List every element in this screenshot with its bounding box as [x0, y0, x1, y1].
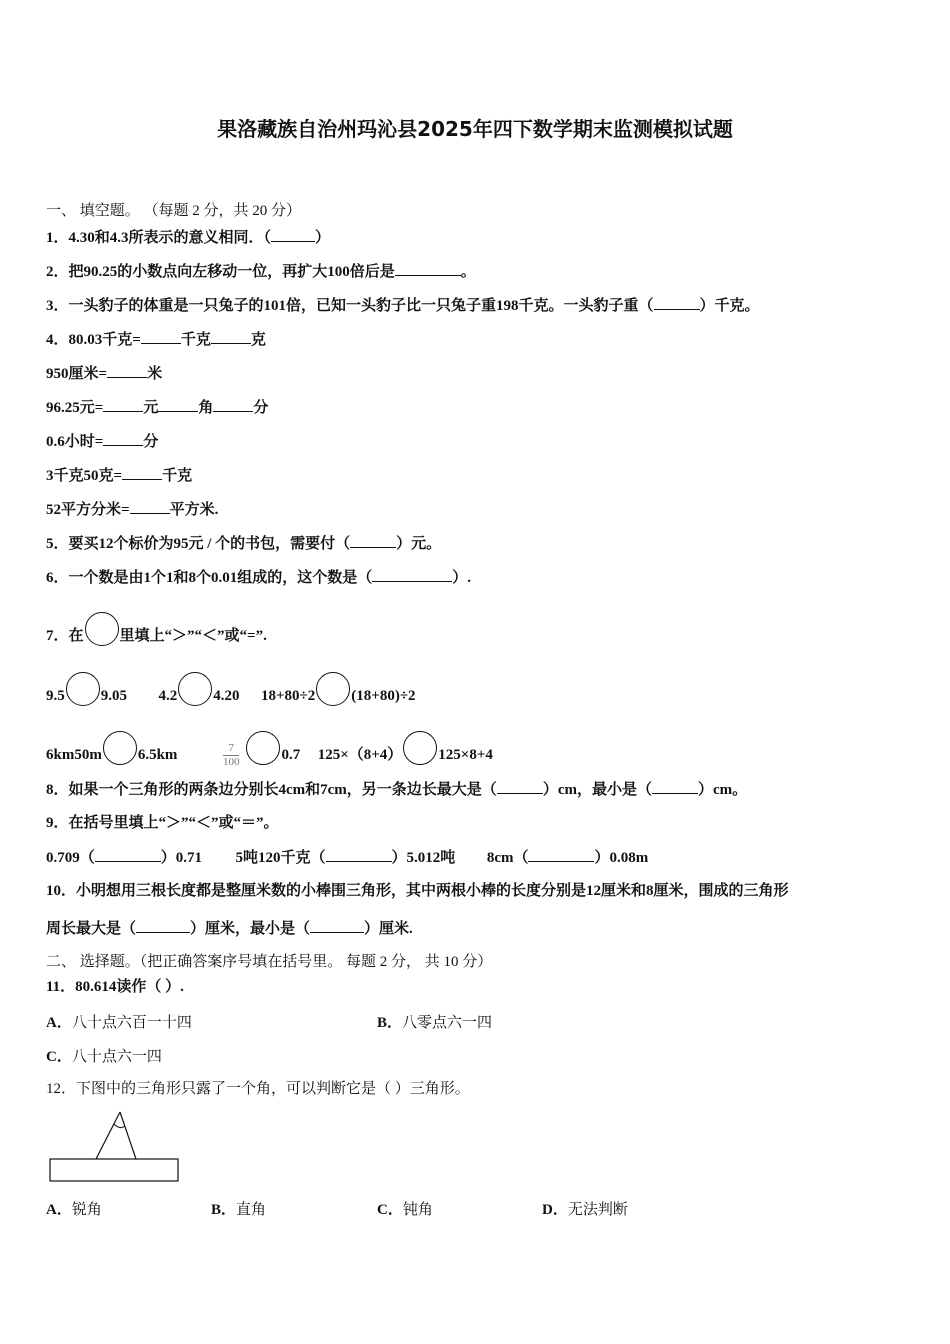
compare-circle[interactable]: [85, 612, 119, 646]
q4-text: 52平方分米=: [46, 502, 130, 518]
question-7-row-1: [46, 672, 416, 706]
answer-blank[interactable]: [211, 329, 251, 344]
q9-item: 0.709（: [46, 850, 95, 866]
question-1: [46, 227, 330, 248]
question-12: 12．下图中的三角形只露了一个角，可以判断它是（ ）三角形。: [46, 1081, 470, 1097]
q11-option-c[interactable]: [46, 1045, 162, 1066]
expr: 9.5: [46, 688, 65, 704]
question-11: 11．80.614读作（ ）.: [46, 979, 184, 995]
option-text: 直角: [236, 1202, 267, 1218]
compare-circle[interactable]: [103, 731, 137, 765]
option-text: 钝角: [402, 1202, 433, 1218]
answer-blank[interactable]: [130, 499, 170, 514]
question-6-text: 6．一个数是由1个1和8个0.01组成的，这个数是（: [46, 570, 373, 586]
answer-blank[interactable]: [350, 533, 396, 548]
question-5: [46, 533, 441, 554]
answer-blank[interactable]: [652, 779, 698, 794]
answer-blank[interactable]: [213, 397, 253, 412]
question-8-text: 8．如果一个三角形的两条边分别长4cm和7cm，另一条边长最大是（: [46, 782, 497, 798]
q4-unit: 角: [198, 400, 214, 416]
question-10-text: ）厘米.: [364, 921, 413, 937]
question-6-end: ）.: [452, 570, 472, 586]
compare-circle[interactable]: [316, 672, 350, 706]
question-2-text: 2．把90.25的小数点向左移动一位，再扩大100倍后是: [46, 264, 395, 280]
question-7-text: 里填上“＞”“＜”或“=”.: [119, 628, 267, 644]
answer-blank[interactable]: [528, 847, 594, 862]
answer-blank[interactable]: [95, 847, 161, 862]
expr: 125×（8+4）: [317, 747, 403, 763]
question-7: [46, 612, 267, 646]
q9-item: 8cm（: [486, 850, 529, 866]
option-text: 锐角: [71, 1202, 102, 1218]
question-6: [46, 567, 471, 588]
question-4-line-2: [46, 363, 162, 384]
expr: 4.2: [158, 688, 178, 704]
question-4-line-6: [46, 499, 218, 520]
triangle-side-left: [96, 1112, 120, 1159]
q4-text: 0.6小时=: [46, 434, 104, 450]
expr: 6km50m: [46, 747, 102, 763]
question-10-text: 周长最大是（: [46, 921, 137, 937]
q4-unit: 千克: [180, 332, 211, 348]
question-5-end: ）元。: [396, 536, 442, 552]
expr: 125×8+4: [438, 747, 493, 763]
option-key: C．: [377, 1202, 403, 1218]
question-3-end: ）千克。: [699, 298, 760, 314]
answer-blank[interactable]: [395, 261, 461, 276]
option-key: D．: [542, 1202, 568, 1218]
expr: 9.05: [100, 688, 127, 704]
q4-unit: 分: [143, 434, 159, 450]
page-title: 果洛藏族自治州玛沁县2025年四下数学期末监测模拟试题: [217, 117, 733, 141]
q4-unit: 千克: [162, 468, 193, 484]
q4-unit: 平方米.: [169, 502, 219, 518]
answer-blank[interactable]: [136, 918, 190, 933]
q4-text: 96.25元=: [46, 400, 104, 416]
q4-unit: 元: [143, 400, 159, 416]
q4-text: 3千克50克=: [46, 468, 123, 484]
q11-option-a[interactable]: [46, 1011, 192, 1032]
q12-option-d[interactable]: [542, 1198, 628, 1219]
q12-option-a[interactable]: [46, 1198, 102, 1219]
expr: 6.5km: [137, 747, 178, 763]
option-text: 无法判断: [567, 1202, 628, 1218]
answer-blank[interactable]: [654, 295, 700, 310]
expr: 0.7: [281, 747, 301, 763]
question-9: 9．在括号里填上“＞”“＜”或“＝”。: [46, 815, 279, 831]
triangle-figure: [46, 1108, 186, 1188]
question-4-line-3: [46, 397, 268, 418]
option-key: C．: [46, 1049, 72, 1065]
answer-blank[interactable]: [372, 567, 452, 582]
answer-blank[interactable]: [326, 847, 392, 862]
fraction-numerator: 7: [223, 742, 240, 756]
option-text: 八十点六百一十四: [71, 1015, 192, 1031]
q4-unit: 分: [253, 400, 269, 416]
question-3-text: 3．一头豹子的体重是一只兔子的101倍，已知一头豹子比一只兔子重198千克。一头豹子重（: [46, 298, 654, 314]
compare-circle[interactable]: [246, 731, 280, 765]
question-1-end: ）: [315, 230, 331, 246]
question-4-line-1: [46, 329, 266, 350]
expr: 18+80÷2: [261, 688, 316, 704]
question-7-row-2: [46, 731, 493, 769]
answer-blank[interactable]: [103, 397, 143, 412]
q4-text: 950厘米=: [46, 366, 108, 382]
option-key: B．: [377, 1015, 403, 1031]
q12-option-c[interactable]: [377, 1198, 433, 1219]
question-3: [46, 295, 760, 316]
cover-rectangle: [50, 1159, 178, 1181]
option-key: A．: [46, 1015, 72, 1031]
question-8-end: ）cm。: [697, 782, 748, 798]
angle-arc: [114, 1124, 125, 1128]
answer-blank[interactable]: [310, 918, 364, 933]
question-1-text: 1．4.30和4.3所表示的意义相同．（: [46, 230, 272, 246]
q9-item: ）0.08m: [594, 850, 649, 866]
answer-blank[interactable]: [122, 465, 162, 480]
option-text: 八零点六一四: [402, 1015, 493, 1031]
question-4-line-5: [46, 465, 192, 486]
fraction-denominator: 100: [222, 756, 240, 769]
question-2-end: 。: [460, 264, 476, 280]
option-key: A．: [46, 1202, 72, 1218]
question-4-line-4: [46, 431, 158, 452]
q11-option-b[interactable]: [377, 1011, 492, 1032]
question-8: [46, 779, 747, 800]
section-2-heading: 二、 选择题。（把正确答案序号填在括号里。 每题 2 分， 共 10 分）: [46, 954, 493, 970]
question-10-line-2: [46, 918, 413, 939]
answer-blank[interactable]: [271, 227, 315, 242]
answer-blank[interactable]: [141, 329, 181, 344]
question-2: [46, 261, 476, 282]
question-10: 10．小明想用三根长度都是整厘米数的小棒围三角形，其中两根小棒的长度分别是12厘米和8厘米，围成的三角形: [46, 883, 789, 899]
question-8-text: ）cm，最小是（: [542, 782, 652, 798]
question-7-text: 7．在: [46, 628, 84, 644]
q12-option-b[interactable]: [211, 1198, 266, 1219]
compare-circle[interactable]: [403, 731, 437, 765]
section-1-heading: 一、 填空题。 （每题 2 分，共 20 分）: [46, 203, 302, 219]
option-text: 八十点六一四: [71, 1049, 162, 1065]
q4-text: 4．80.03千克=: [46, 332, 141, 348]
q9-item: ）5.012吨: [391, 850, 456, 866]
question-9-items: [46, 847, 648, 868]
answer-blank[interactable]: [497, 779, 543, 794]
q9-item: 5吨120千克（: [235, 850, 326, 866]
expr: (18+80)÷2: [351, 688, 416, 704]
expr: 4.20: [213, 688, 240, 704]
compare-circle[interactable]: [178, 672, 212, 706]
option-key: B．: [211, 1202, 237, 1218]
q4-unit: 克: [250, 332, 266, 348]
compare-circle[interactable]: [66, 672, 100, 706]
question-5-text: 5．要买12个标价为95元 / 个的书包，需要付（: [46, 536, 351, 552]
fraction: [223, 742, 240, 769]
answer-blank[interactable]: [103, 431, 143, 446]
triangle-side-right: [120, 1112, 136, 1159]
answer-blank[interactable]: [107, 363, 147, 378]
answer-blank[interactable]: [158, 397, 198, 412]
question-10-text: ）厘米，最小是（: [190, 921, 311, 937]
q9-item: ）0.71: [160, 850, 203, 866]
q4-unit: 米: [147, 366, 163, 382]
